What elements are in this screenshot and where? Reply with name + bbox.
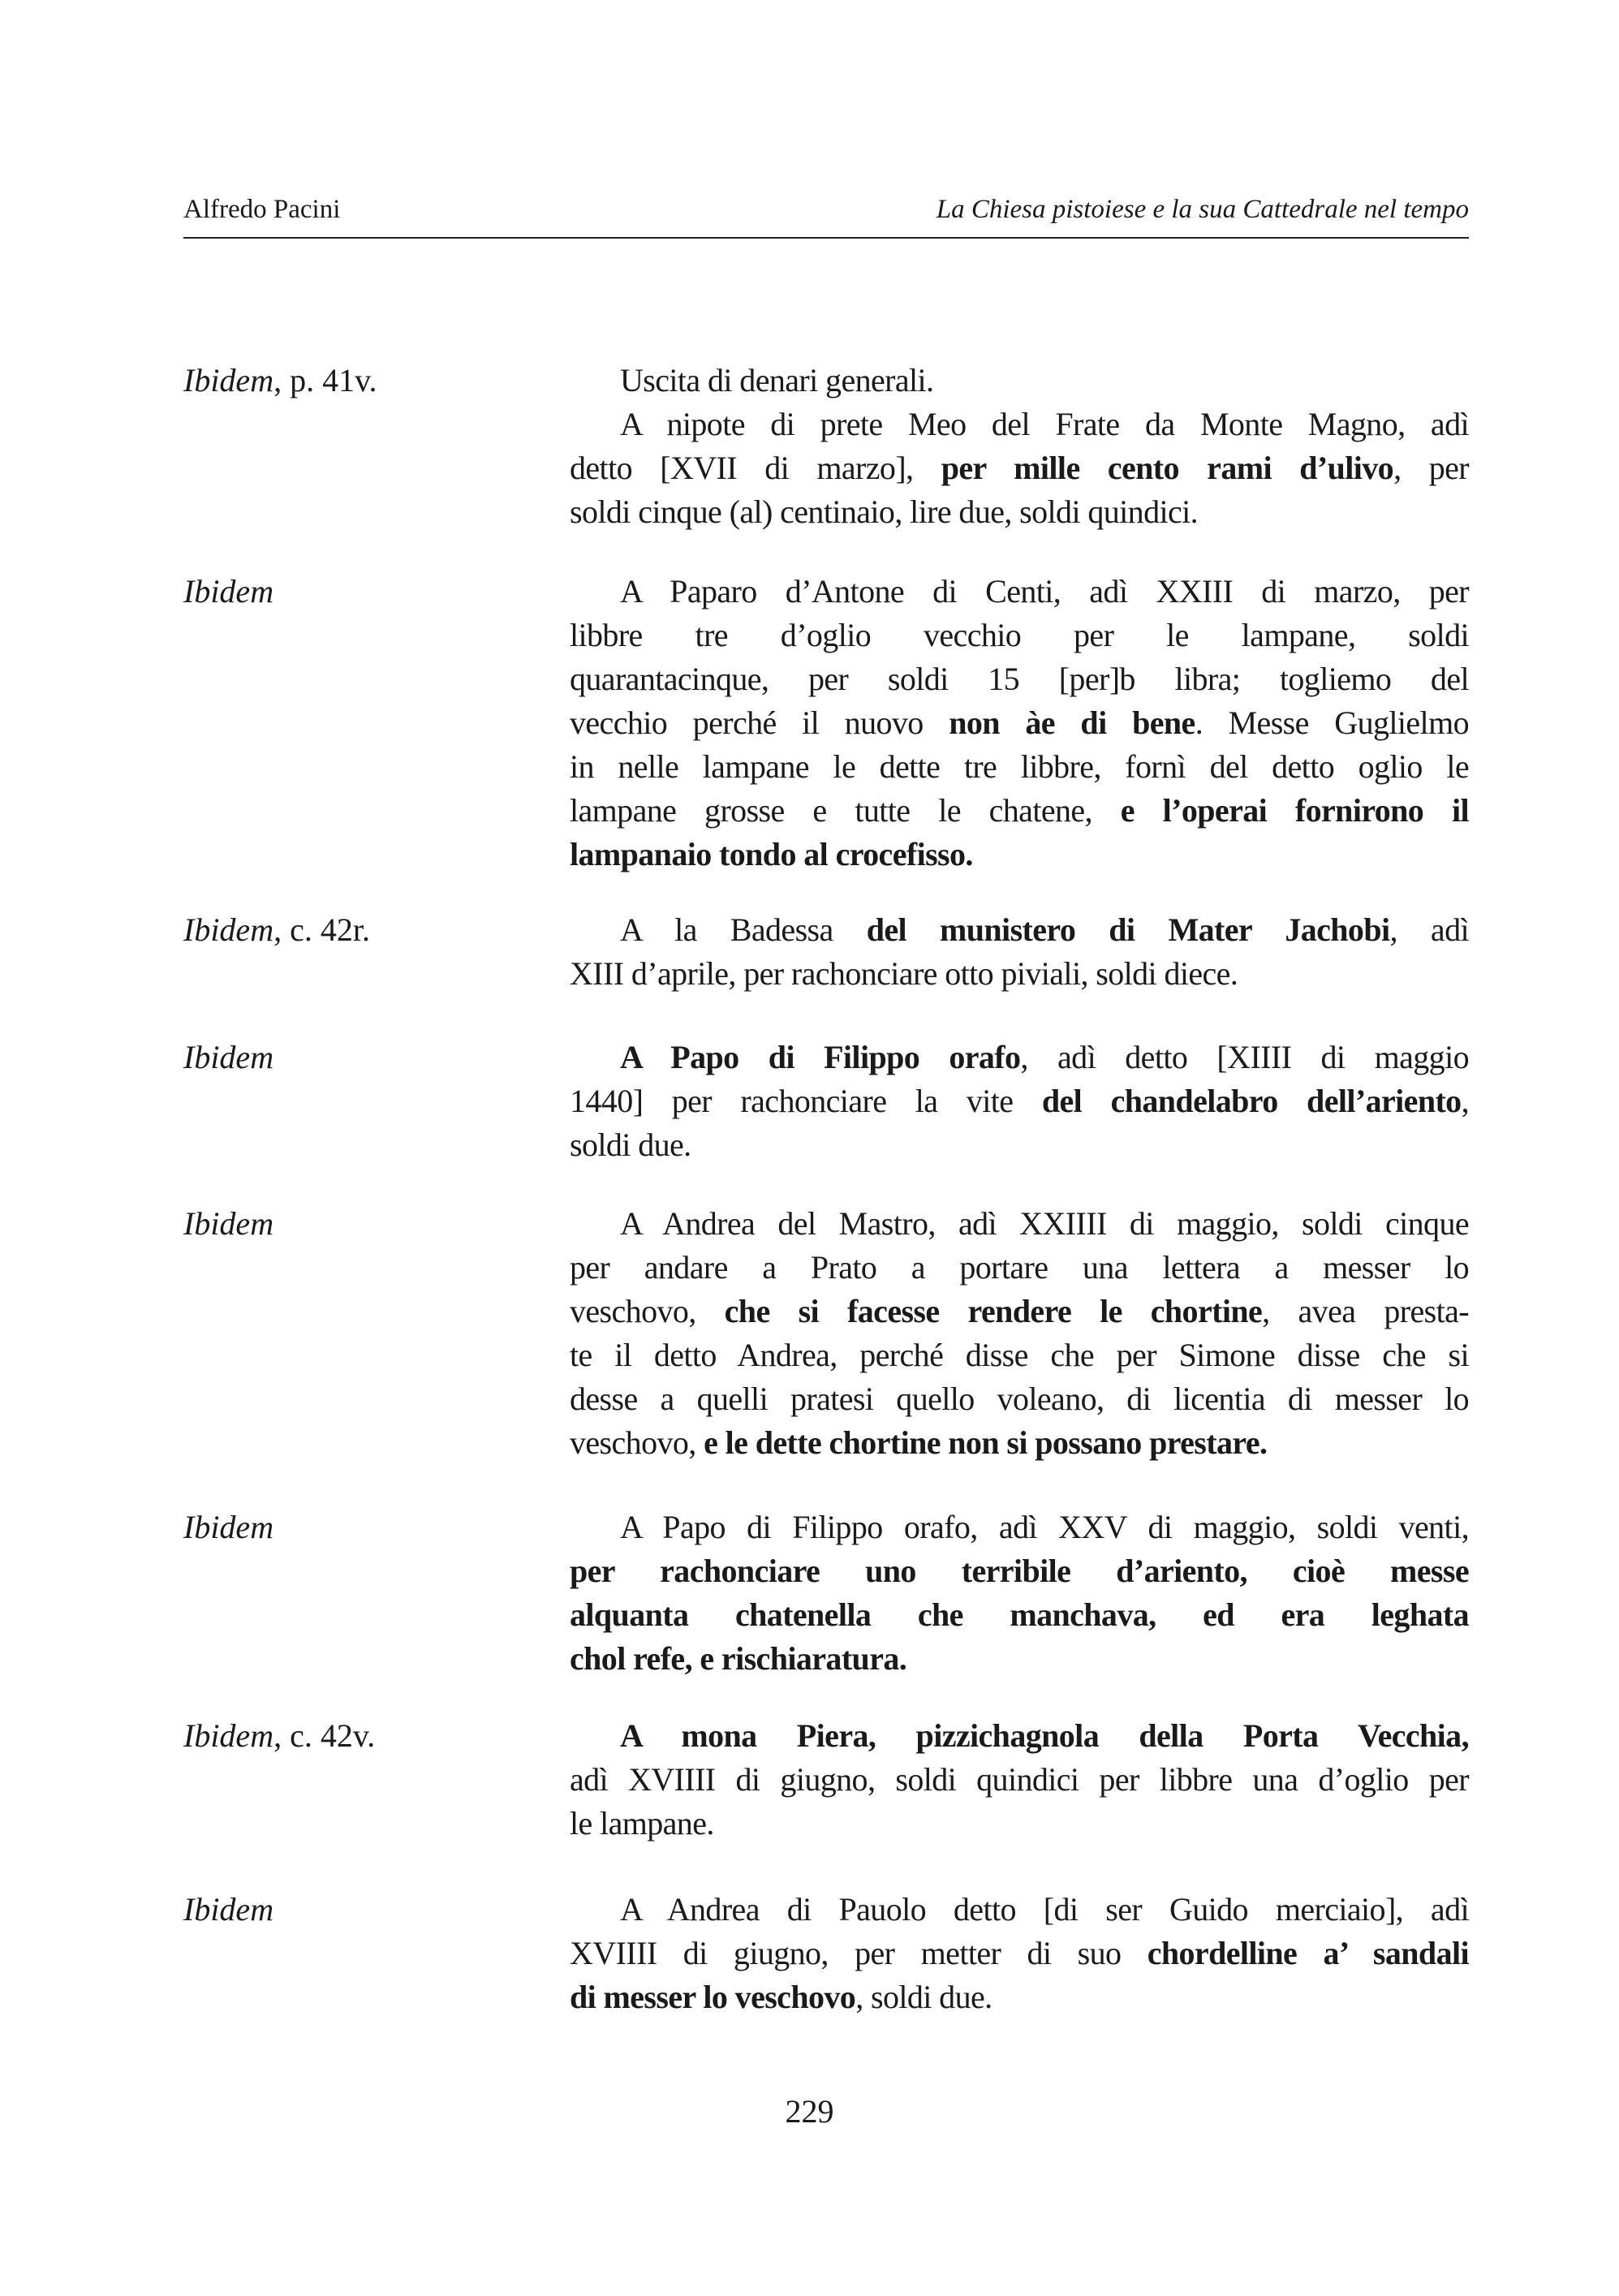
entry-text [570,1888,1469,2019]
source-reference [183,570,273,614]
text-run: detto [XVII di marzo], [570,450,941,486]
bold-text: A mona Piera, pizzichagnola della Porta Vecchia, [620,1717,1469,1754]
text-run: , adì detto [XIIII di maggio [1020,1039,1469,1075]
reference-ibidem: Ibidem [183,573,274,610]
text-run: Uscita di denari generali. [620,362,934,398]
text-line [570,614,1469,657]
text-line [570,1202,1469,1246]
source-reference [183,1506,273,1549]
text-run: veschovo, [570,1424,704,1461]
reference-ibidem: Ibidem [183,1205,274,1242]
text-run: quarantacinque, per soldi 15 [per]b libra; togliemo del [570,661,1469,697]
reference-folio: , c. 42v. [273,1717,376,1754]
entry-text [570,570,1469,877]
text-line [570,833,1469,877]
bold-text: A Papo di Filippo orafo [620,1039,1021,1075]
text-line [570,1549,1469,1593]
text-line [570,1637,1469,1681]
reference-ibidem: Ibidem [183,911,274,948]
text-run: , per [1393,450,1469,486]
source-reference [183,908,370,952]
text-line [570,1290,1469,1333]
source-reference [183,1714,375,1758]
bold-text: per mille cento rami d’ulivo [941,450,1394,486]
text-run: , avea presta- [1262,1293,1469,1329]
text-line [570,1123,1469,1167]
bold-text: lampanaio tondo al crocefisso. [570,836,973,872]
reference-folio: , c. 42r. [273,911,370,948]
text-run: te il detto Andrea, perché disse che per Simone disse che si [570,1337,1469,1373]
text-run: desse a quelli pratesi quello voleano, di licentia di messer lo [570,1381,1469,1417]
text-line [570,1888,1469,1932]
text-run: soldi due. [570,1126,691,1163]
source-reference [183,1202,273,1246]
reference-folio: , p. 41v. [273,362,377,398]
text-line [570,1377,1469,1421]
text-line [570,403,1469,446]
bold-text: chordelline a’ sandali [1147,1935,1469,1971]
entry-text [570,1202,1469,1465]
text-line [570,701,1469,745]
header-rule [183,237,1469,239]
bold-text: non àe di bene [949,704,1195,741]
text-line [570,789,1469,833]
entry-text [570,1506,1469,1681]
text-run: A Paparo d’Antone di Centi, adì XXIII di marzo, per [620,573,1469,610]
text-line [570,1802,1469,1846]
text-line [570,657,1469,701]
text-run: 1440] per rachonciare la vite [570,1083,1042,1119]
text-line [570,359,1469,403]
text-line [570,952,1469,996]
text-line [570,1714,1469,1758]
text-line [570,745,1469,789]
text-line [570,1593,1469,1637]
text-run: le lampane. [570,1805,714,1842]
text-run: , [1461,1083,1469,1119]
bold-text: del munistero di Mater Jachobi [866,911,1390,948]
text-run: , soldi due. [855,1979,992,2015]
bold-text: e le dette chortine non si possano prestare. [704,1424,1268,1461]
text-run: lampane grosse e tutte le chatene, [570,792,1121,829]
bold-text: di messer lo veschovo [570,1979,856,2015]
text-run: libbre tre d’oglio vecchio per le lampane, soldi [570,617,1469,653]
reference-ibidem: Ibidem [183,362,274,398]
text-line [570,1333,1469,1377]
entry-text [570,1714,1469,1846]
text-line [570,1932,1469,1975]
source-reference [183,359,377,403]
text-run: veschovo, [570,1293,725,1329]
reference-ibidem: Ibidem [183,1717,274,1754]
text-run: soldi cinque (al) centinaio, lire due, soldi quindici. [570,493,1199,530]
text-line [570,1506,1469,1549]
text-line [570,570,1469,614]
text-run: adì XVIIII di giugno, soldi quindici per libbre una d’oglio per [570,1761,1469,1798]
text-line [570,446,1469,490]
bold-text: alquanta chatenella che manchava, ed era leghata [570,1596,1469,1633]
text-line [570,490,1469,534]
text-run: A Andrea di Pauolo detto [di ser Guido merciaio], adì [620,1891,1469,1928]
reference-ibidem: Ibidem [183,1891,274,1928]
bold-text: che si facesse rendere le chortine [724,1293,1263,1329]
text-run: in nelle lampane le dette tre libbre, fornì del detto oglio le [570,748,1469,785]
text-line [570,1975,1469,2019]
running-header-title: La Chiesa pistoiese e la sua Cattedrale nel tempo [936,195,1469,224]
text-run: A nipote di prete Meo del Frate da Monte Magno, adì [620,406,1469,442]
text-run: XVIIII di giugno, per metter di suo [570,1935,1148,1971]
text-run: A Papo di Filippo orafo, adì XXV di maggio, soldi venti, [620,1509,1469,1545]
bold-text: del chandelabro dell’ariento [1041,1083,1462,1119]
text-line [570,1079,1469,1123]
bold-text: per rachonciare uno terribile d’ariento, cioè messe [570,1553,1469,1589]
entry-text [570,908,1469,996]
page-number: 229 [785,2093,834,2130]
bold-text: chol refe, e rischiaratura. [570,1640,907,1677]
text-line [570,1036,1469,1079]
source-reference [183,1888,273,1932]
text-line [570,908,1469,952]
text-run: , adì [1389,911,1469,948]
text-run: A Andrea del Mastro, adì XXIIII di maggio, soldi cinque [620,1205,1469,1242]
entry-text [570,359,1469,534]
bold-text: e l’operai fornirono il [1120,792,1469,829]
text-run: XIII d’aprile, per rachonciare otto piviali, soldi diece. [570,955,1238,992]
text-run: per andare a Prato a portare una lettera a messer lo [570,1249,1469,1286]
reference-ibidem: Ibidem [183,1039,274,1075]
text-run: vecchio perché il nuovo [570,704,949,741]
text-line [570,1246,1469,1290]
text-run: . Messe Guglielmo [1195,704,1469,741]
source-reference [183,1036,273,1079]
text-run: A la Badessa [620,911,867,948]
text-line [570,1758,1469,1802]
running-header-author: Alfredo Pacini [183,195,341,224]
reference-ibidem: Ibidem [183,1509,274,1545]
entry-text [570,1036,1469,1167]
text-line [570,1421,1469,1465]
